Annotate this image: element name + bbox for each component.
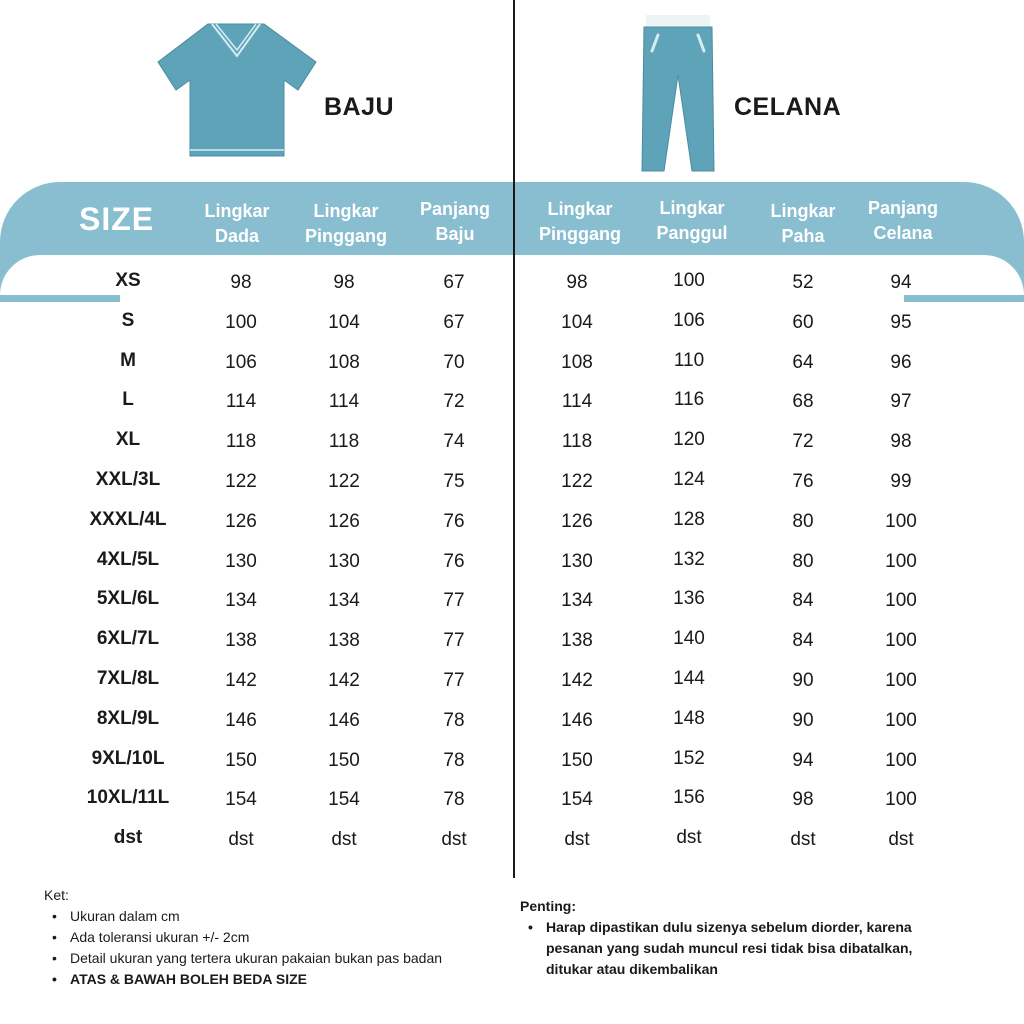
table-cell: 132 [673, 548, 705, 570]
table-cell: 122 [225, 471, 257, 492]
size-label: 6XL/7L [96, 628, 160, 650]
table-cell: 130 [561, 550, 593, 572]
table-cell: 72 [792, 431, 814, 453]
table-cell: 77 [443, 630, 465, 652]
table-cell: 118 [561, 431, 593, 453]
size-label: 9XL/10L [91, 747, 165, 769]
table-cell: 84 [792, 590, 814, 612]
column-header [515, 197, 645, 247]
top-garment-label: BAJU [324, 93, 395, 121]
size-label: 4XL/5L [96, 548, 160, 570]
table-cell: 77 [443, 670, 465, 691]
important-line: • Harap dipastikan dulu sizenya sebelum diorder, karena [546, 919, 912, 935]
table-cell: 64 [792, 351, 814, 373]
table-cell: 95 [890, 311, 912, 333]
table-cell: 134 [561, 590, 593, 612]
table-cell: 142 [328, 670, 360, 691]
table-cell: 138 [225, 630, 257, 652]
table-cell: 100 [885, 709, 917, 731]
table-cell: 130 [328, 550, 360, 572]
table-cell: 76 [792, 471, 814, 492]
table-cell: 134 [328, 590, 360, 612]
table-cell: 70 [443, 351, 465, 373]
size-label: L [122, 389, 134, 411]
column-header-line: Lingkar [313, 201, 379, 221]
table-cell: 122 [328, 471, 360, 492]
column-divider [513, 0, 515, 878]
important-text [520, 917, 960, 980]
table-cell: dst [441, 829, 467, 851]
table-cell: 146 [561, 709, 593, 731]
table-cell: 75 [443, 471, 465, 492]
table-cell: 110 [673, 349, 705, 371]
column-header-line: Panggul [656, 223, 728, 243]
table-cell: dst [331, 829, 357, 851]
important-line: pesanan yang sudah muncul resi tidak bisa dibatalkan, [546, 940, 913, 956]
table-cell: 72 [443, 391, 465, 413]
table-cell: 77 [443, 590, 465, 612]
table-cell: 106 [673, 309, 705, 331]
pants-icon [640, 13, 716, 175]
table-cell: 80 [792, 510, 814, 532]
table-cell: 122 [561, 471, 593, 492]
table-cell: 98 [333, 272, 355, 293]
table-cell: 100 [885, 670, 917, 691]
notes-title: Ket: [44, 887, 69, 903]
size-label: XXXL/4L [89, 508, 167, 530]
notes-list [44, 906, 442, 990]
table-cell: 90 [792, 670, 814, 691]
table-cell: 124 [673, 469, 705, 490]
important-title: Penting: [520, 898, 576, 914]
bottom-garment-label: CELANA [734, 93, 842, 121]
table-cell: 78 [443, 709, 465, 731]
table-cell: 97 [890, 391, 912, 413]
table-cell: 76 [443, 510, 465, 532]
table-cell: 108 [328, 351, 360, 373]
size-label: M [120, 349, 136, 371]
size-label: XS [115, 270, 141, 291]
table-cell: 134 [225, 590, 257, 612]
note-item: • Ada toleransi ukuran +/- 2cm [44, 927, 442, 948]
shirt-icon [156, 22, 318, 160]
table-cell: 118 [328, 431, 360, 453]
table-cell: 150 [561, 749, 593, 771]
column-header-line: Dada [214, 226, 259, 246]
table-cell: 106 [225, 351, 257, 373]
important-section [520, 896, 960, 980]
size-label: XXL/3L [95, 469, 161, 490]
table-cell: dst [564, 829, 590, 851]
column-header-line: Lingkar [204, 201, 270, 221]
table-cell: 140 [673, 628, 705, 650]
table-cell: dst [228, 829, 254, 851]
table-cell: 60 [792, 311, 814, 333]
table-cell: 84 [792, 630, 814, 652]
column-header-line: Panjang [867, 198, 938, 218]
table-cell: 80 [792, 550, 814, 572]
table-cell: dst [888, 829, 914, 851]
size-label: S [121, 309, 135, 331]
table-cell: 114 [561, 391, 593, 413]
column-header-line: Pinggang [305, 226, 387, 246]
table-cell: 154 [225, 789, 257, 811]
table-cell: 118 [225, 431, 257, 453]
table-cell: 154 [328, 789, 360, 811]
table-cell: 74 [443, 431, 465, 453]
table-cell: 100 [225, 311, 257, 333]
note-item: • Detail ukuran yang tertera ukuran pakaian bukan pas badan [44, 948, 442, 969]
important-line: ditukar atau dikembalikan [546, 961, 718, 977]
size-label: dst [113, 827, 143, 849]
table-cell: 156 [673, 787, 705, 809]
column-header-line: Paha [781, 226, 825, 246]
table-cell: 114 [225, 391, 257, 413]
column-header-line: Pinggang [539, 224, 621, 244]
table-cell: 100 [885, 630, 917, 652]
table-cell: 100 [885, 749, 917, 771]
note-item: • Ukuran dalam cm [44, 906, 442, 927]
table-cell: 100 [885, 590, 917, 612]
table-cell: dst [790, 829, 816, 851]
table-cell: 154 [561, 789, 593, 811]
note-item: • ATAS & BAWAH BOLEH BEDA SIZE [44, 969, 442, 990]
size-column-header: SIZE [79, 201, 155, 237]
table-cell: 67 [443, 311, 465, 333]
table-cell: 78 [443, 749, 465, 771]
column-header [838, 196, 968, 246]
size-label: 7XL/8L [96, 668, 160, 689]
column-header-line: Lingkar [770, 201, 836, 221]
column-header-line: Baju [435, 224, 475, 244]
column-header-line: Lingkar [547, 199, 613, 219]
table-cell: 146 [225, 709, 257, 731]
table-cell: 148 [673, 707, 705, 729]
table-cell: 116 [673, 389, 705, 411]
table-cell: 120 [673, 429, 705, 451]
table-cell: 142 [225, 670, 257, 691]
table-cell: 146 [328, 709, 360, 731]
table-cell: 108 [561, 351, 593, 373]
table-cell: 68 [792, 391, 814, 413]
notes-section [44, 885, 442, 990]
column-header-line: Panjang [419, 199, 490, 219]
table-cell: 126 [561, 510, 593, 532]
table-cell: 90 [792, 709, 814, 731]
table-cell: 94 [890, 272, 912, 293]
table-cell: 100 [673, 270, 705, 291]
table-cell: 78 [443, 789, 465, 811]
table-cell: 100 [885, 510, 917, 532]
table-cell: 99 [890, 471, 912, 492]
table-cell: 114 [328, 391, 360, 413]
column-header [390, 197, 520, 247]
table-cell: 142 [561, 670, 593, 691]
table-cell: 76 [443, 550, 465, 572]
table-cell: 94 [792, 749, 814, 771]
table-cell: 144 [673, 668, 705, 689]
table-cell: 130 [225, 550, 257, 572]
table-cell: 128 [673, 508, 705, 530]
table-cell: 52 [792, 272, 814, 293]
table-cell: 104 [561, 311, 593, 333]
table-cell: 150 [328, 749, 360, 771]
table-cell: 100 [885, 789, 917, 811]
table-cell: 98 [566, 272, 588, 293]
table-cell: 126 [225, 510, 257, 532]
size-label: XL [115, 429, 141, 451]
table-cell: 138 [328, 630, 360, 652]
table-cell: dst [676, 827, 702, 849]
table-cell: 150 [225, 749, 257, 771]
size-label: 8XL/9L [96, 707, 160, 729]
table-cell: 98 [792, 789, 814, 811]
table-cell: 138 [561, 630, 593, 652]
table-cell: 126 [328, 510, 360, 532]
table-cell: 100 [885, 550, 917, 572]
table-cell: 96 [890, 351, 912, 373]
column-header-line: Celana [873, 223, 933, 243]
table-cell: 98 [230, 272, 252, 293]
table-cell: 136 [673, 588, 705, 610]
table-cell: 104 [328, 311, 360, 333]
table-cell: 152 [673, 747, 705, 769]
table-cell: 98 [890, 431, 912, 453]
size-label: 10XL/11L [86, 787, 170, 809]
table-cell: 67 [443, 272, 465, 293]
column-header-line: Lingkar [659, 198, 725, 218]
size-label: 5XL/6L [96, 588, 160, 610]
